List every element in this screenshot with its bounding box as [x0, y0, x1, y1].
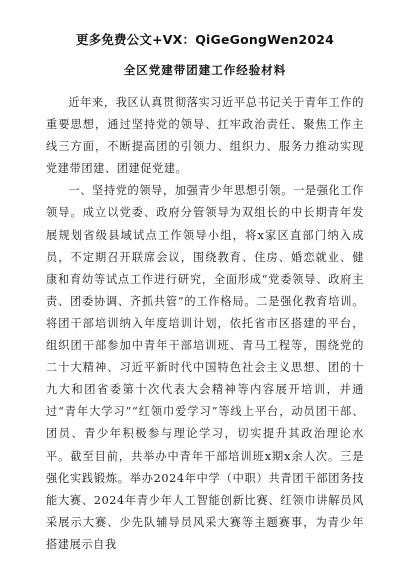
paragraph-section-one: 一、坚持党的领导，加强青少年思想引领。一是强化工作领导。成立以党委、政府分管领导为双组长的中长期青年发展规划省级县域试点工作领导小组，将x家区直部门纳入成员，不定期召开联席会议，围绕教育、住房、婚恋就业、健康和育幼等试点工作进行研究，全面形成“党委领导、政府主责、团委协调、齐抓共管”的工作格局。二是强化教育培训。将团干部培训纳入年度培训计划，依托省市区搭建的平台，组织团干部参加中青年干部培训班、青马工程等，围绕党的二十大精神、习近平新时代中国特色社会主义思想、团的十九大和团省委第十次代表大会精神等内容展开培训，并通过“青年大学习”“红领巾爱学习”等线上平台，动员团干部、团员、青少年积极参与理论学习，切实提升其政治理论水平。截至目前，共举办中青年干部培训班x期x余人次。三是强化实践锻炼。举办2024年中学（中职）共青团干部团务技能大赛、2024年青少年人工智能创新比赛、红领巾讲解员风采展示大赛、少先队辅导员风采大赛等主题赛事，为青少年搭建展示自我: [46, 184, 364, 551]
promo-header: 更多免费公文+VX：QiGeGongWen2024: [75, 32, 335, 47]
document-body: [46, 92, 364, 556]
document-title: 全区党建带团建工作经验材料: [123, 63, 287, 77]
paragraph-intro: 近年来，我区认真贯彻落实习近平总书记关于青年工作的重要思想，通过坚持党的领导、扛牢政治责任、聚焦工作主线三方面，不断提高团的引领力、组织力、服务力推动实现党建带团建、团建促党建。: [46, 96, 364, 176]
